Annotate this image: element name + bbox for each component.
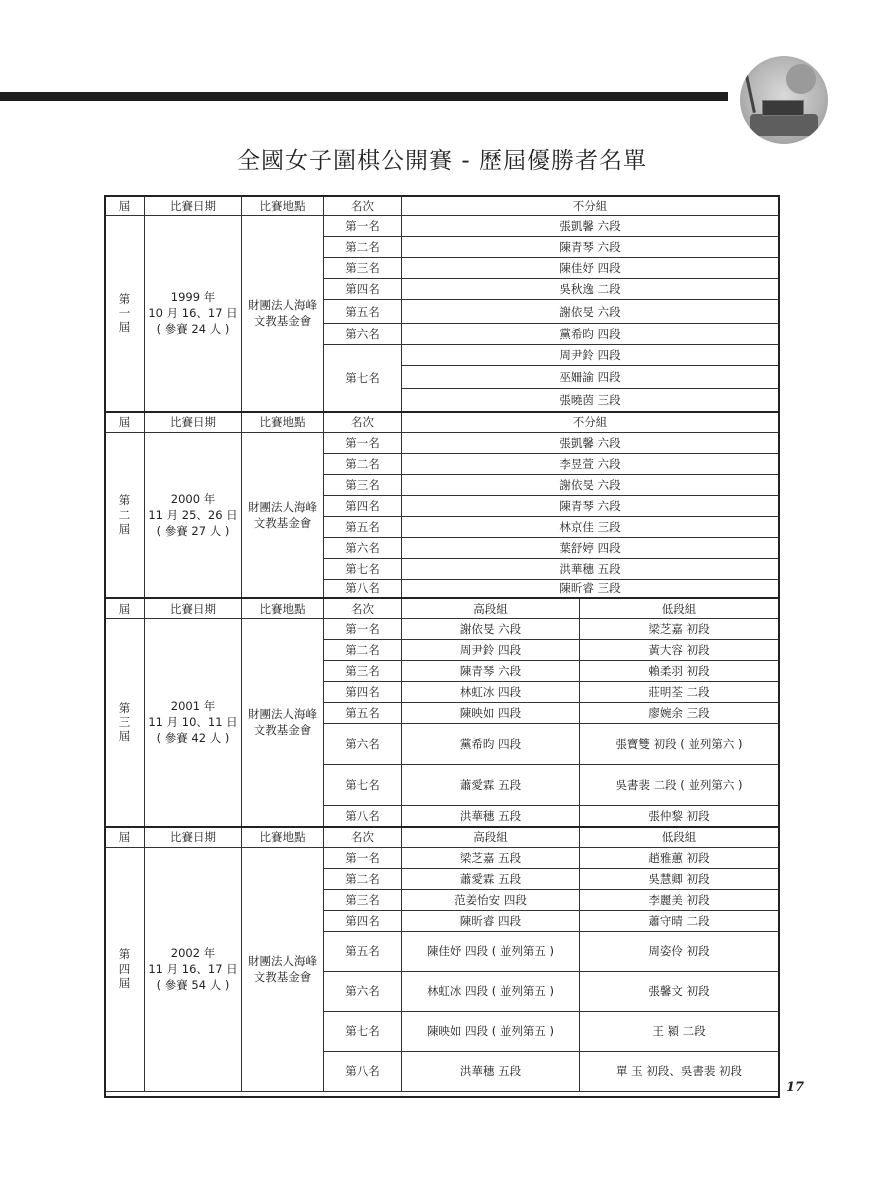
rank-label: 第三名	[324, 889, 402, 910]
rank-label: 第一名	[324, 619, 402, 640]
rank-label: 第七名	[324, 765, 402, 806]
header-low: 低段組	[580, 598, 779, 619]
high-winner-cell: 洪華穗 五段	[402, 806, 580, 827]
rank-label: 第五名	[324, 300, 402, 324]
high-winner-cell: 謝依旻 六段	[402, 619, 580, 640]
low-winner-cell: 張馨文 初段	[580, 971, 779, 1011]
low-winner-cell: 賴柔羽 初段	[580, 661, 779, 682]
low-winner-cell: 張寶雙 初段 ( 並列第六 )	[580, 724, 779, 765]
low-winner-cell: 趙雅蕙 初段	[580, 847, 779, 868]
event-venue: 財團法人海峰 文教基金會	[242, 847, 324, 1091]
winner-cell: 謝依旻 六段	[402, 474, 779, 495]
table-header-row	[105, 412, 779, 433]
rank-label: 第四名	[324, 910, 402, 931]
header-date: 比賽日期	[145, 827, 242, 848]
winner-cell: 張凱馨 六段	[402, 216, 779, 237]
rank-label: 第二名	[324, 640, 402, 661]
winner-cell: 吳秋逸 二段	[402, 279, 779, 300]
winner-cell: 陳昕睿 三段	[402, 579, 779, 598]
rank-label: 第四名	[324, 495, 402, 516]
header-low: 低段組	[580, 827, 779, 848]
high-winner-cell: 陳佳妤 四段 ( 並列第五 )	[402, 931, 580, 971]
go-scene-emblem-icon	[740, 56, 828, 144]
leaves-icon	[786, 64, 816, 94]
rank-label: 第六名	[324, 971, 402, 1011]
event-venue: 財團法人海峰 文教基金會	[242, 432, 324, 598]
high-winner-cell: 陳青琴 六段	[402, 661, 580, 682]
rank-label: 第五名	[324, 931, 402, 971]
rank-label: 第四名	[324, 682, 402, 703]
ground-icon	[750, 114, 818, 136]
low-winner-cell: 莊明荃 二段	[580, 682, 779, 703]
table-row	[105, 847, 779, 868]
high-winner-cell: 林虹冰 四段 ( 並列第五 )	[402, 971, 580, 1011]
table-header-row	[105, 196, 779, 216]
winner-cell: 葉舒婷 四段	[402, 537, 779, 558]
low-winner-cell: 廖婉余 三段	[580, 703, 779, 724]
header-rank: 名次	[324, 412, 402, 433]
high-winner-cell: 陳映如 四段	[402, 703, 580, 724]
high-winner-cell: 周尹鈴 四段	[402, 640, 580, 661]
event-date: 2000 年 11 月 25、26 日 ( 參賽 27 人 )	[145, 432, 242, 598]
rank-label: 第八名	[324, 1051, 402, 1091]
low-winner-cell: 張仲黎 初段	[580, 806, 779, 827]
header-edition: 屆	[105, 827, 145, 848]
low-winner-cell: 蕭守晴 二段	[580, 910, 779, 931]
low-winner-cell: 單 玉 初段、吳書裴 初段	[580, 1051, 779, 1091]
rank-label: 第七名	[324, 345, 402, 412]
header-open: 不分組	[402, 196, 779, 216]
winner-cell: 陳佳妤 四段	[402, 258, 779, 279]
header-edition: 屆	[105, 598, 145, 619]
winner-cell: 巫姍諭 四段	[402, 366, 779, 389]
rank-label: 第二名	[324, 868, 402, 889]
low-winner-cell: 黃大容 初段	[580, 640, 779, 661]
high-winner-cell: 洪華穗 五段	[402, 1051, 580, 1091]
table-header-row	[105, 827, 779, 848]
rank-label: 第六名	[324, 724, 402, 765]
rank-label: 第五名	[324, 516, 402, 537]
header-date: 比賽日期	[145, 196, 242, 216]
high-winner-cell: 陳映如 四段 ( 並列第五 )	[402, 1011, 580, 1051]
page-number: 17	[786, 1080, 805, 1095]
low-winner-cell: 梁芝嘉 初段	[580, 619, 779, 640]
header-rank: 名次	[324, 827, 402, 848]
low-winner-cell: 李麗美 初段	[580, 889, 779, 910]
header-edition: 屆	[105, 412, 145, 433]
table-row	[105, 216, 779, 237]
winner-cell: 洪華穗 五段	[402, 558, 779, 579]
rank-label: 第一名	[324, 432, 402, 453]
header-venue: 比賽地點	[242, 598, 324, 619]
high-winner-cell: 蕭愛霖 五段	[402, 765, 580, 806]
rank-label: 第八名	[324, 806, 402, 827]
high-winner-cell: 林虹冰 四段	[402, 682, 580, 703]
page-title: 全國女子圍棋公開賽 - 歷屆優勝者名單	[237, 148, 647, 174]
rank-label: 第三名	[324, 474, 402, 495]
rank-label: 第二名	[324, 453, 402, 474]
header-venue: 比賽地點	[242, 827, 324, 848]
rank-label: 第八名	[324, 579, 402, 598]
high-winner-cell: 蕭愛霖 五段	[402, 868, 580, 889]
winners-table	[104, 195, 779, 1092]
event-venue: 財團法人海峰 文教基金會	[242, 216, 324, 412]
high-winner-cell: 梁芝嘉 五段	[402, 847, 580, 868]
header-edition: 屆	[105, 196, 145, 216]
rank-label: 第六名	[324, 537, 402, 558]
low-winner-cell: 吳書裴 二段 ( 並列第六 )	[580, 765, 779, 806]
low-winner-cell: 吳慧卿 初段	[580, 868, 779, 889]
edition-label: 第 四 屆	[105, 847, 145, 1091]
edition-label: 第 三 屆	[105, 619, 145, 827]
winner-cell: 周尹鈴 四段	[402, 345, 779, 366]
high-winner-cell: 黨希昀 四段	[402, 724, 580, 765]
header-venue: 比賽地點	[242, 412, 324, 433]
header-venue: 比賽地點	[242, 196, 324, 216]
rank-label: 第六名	[324, 324, 402, 345]
winner-cell: 李昱萱 六段	[402, 453, 779, 474]
rank-label: 第四名	[324, 279, 402, 300]
header-high: 高段組	[402, 598, 580, 619]
rank-label: 第三名	[324, 661, 402, 682]
table-row	[105, 619, 779, 640]
header-rank: 名次	[324, 196, 402, 216]
rank-label: 第五名	[324, 703, 402, 724]
high-winner-cell: 陳昕睿 四段	[402, 910, 580, 931]
event-date: 2002 年 11 月 16、17 日 ( 參賽 54 人 )	[145, 847, 242, 1091]
winner-cell: 張凱馨 六段	[402, 432, 779, 453]
high-winner-cell: 范姜怡安 四段	[402, 889, 580, 910]
rank-label: 第七名	[324, 1011, 402, 1051]
event-date: 2001 年 11 月 10、11 日 ( 參賽 42 人 )	[145, 619, 242, 827]
table-row	[105, 432, 779, 453]
header-rank: 名次	[324, 598, 402, 619]
header-high: 高段組	[402, 827, 580, 848]
low-winner-cell: 周姿伶 初段	[580, 931, 779, 971]
winner-cell: 黨希昀 四段	[402, 324, 779, 345]
table-header-row	[105, 598, 779, 619]
rank-label: 第一名	[324, 216, 402, 237]
winner-cell: 陳青琴 六段	[402, 237, 779, 258]
winner-cell: 張曉茵 三段	[402, 389, 779, 412]
header-open: 不分組	[402, 412, 779, 433]
event-venue: 財團法人海峰 文教基金會	[242, 619, 324, 827]
winner-cell: 謝依旻 六段	[402, 300, 779, 324]
winner-cell: 林京佳 三段	[402, 516, 779, 537]
go-board-icon	[762, 100, 804, 116]
rank-label: 第七名	[324, 558, 402, 579]
event-date: 1999 年 10 月 16、17 日 ( 參賽 24 人 )	[145, 216, 242, 412]
rank-label: 第二名	[324, 237, 402, 258]
header-date: 比賽日期	[145, 598, 242, 619]
rank-label: 第三名	[324, 258, 402, 279]
header-rule	[0, 92, 728, 101]
winner-cell: 陳青琴 六段	[402, 495, 779, 516]
low-winner-cell: 王 潁 二段	[580, 1011, 779, 1051]
rank-label: 第一名	[324, 847, 402, 868]
edition-label: 第 二 屆	[105, 432, 145, 598]
edition-label: 第 一 屆	[105, 216, 145, 412]
header-date: 比賽日期	[145, 412, 242, 433]
